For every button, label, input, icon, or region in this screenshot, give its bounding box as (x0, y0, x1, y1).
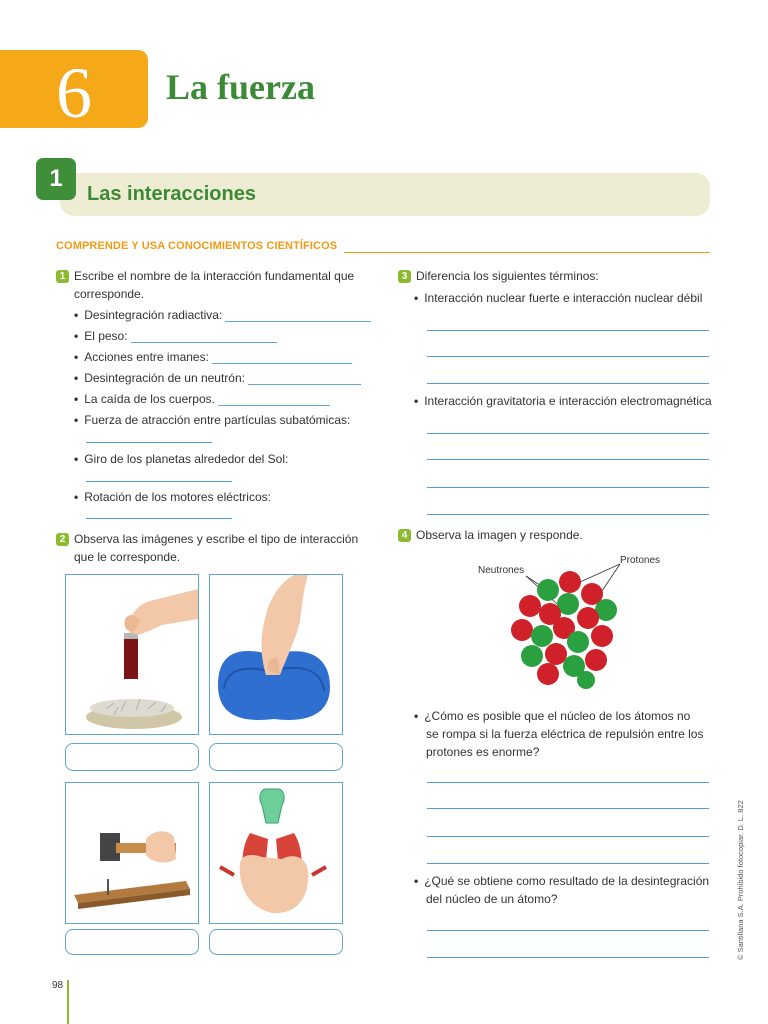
answer-blank[interactable] (212, 351, 352, 364)
image-4-answer-box[interactable] (209, 929, 343, 955)
question-number-badge: 4 (398, 529, 411, 542)
question-1 (56, 267, 366, 303)
answer-line[interactable] (427, 356, 709, 357)
q3-item: • Interacción nuclear fuerte e interacción nuclear débil (414, 291, 703, 305)
answer-line[interactable] (427, 487, 709, 488)
finger-sponge-image (209, 574, 343, 735)
q1-item: • Desintegración radiactiva: (74, 307, 371, 323)
q1-item: • Giro de los planetas alrededor del Sol: (74, 452, 289, 466)
magnet-filings-image (65, 574, 199, 735)
answer-line[interactable] (427, 782, 709, 783)
competence-heading: COMPRENDE Y USA CONOCIMIENTOS CIENTÍFICOS (56, 240, 338, 252)
atomic-nucleus-illustration (500, 560, 640, 700)
question-3-text: Diferencia los siguientes términos: (416, 269, 599, 283)
page-number: 98 (52, 980, 64, 991)
question-number-badge: 3 (398, 270, 411, 283)
q1-item: • Desintegración de un neutrón: (74, 370, 361, 386)
image-2-answer-box[interactable] (209, 743, 343, 771)
question-number-badge: 1 (56, 270, 69, 283)
question-4-text: Observa la imagen y responde. (416, 528, 583, 542)
answer-line[interactable] (427, 957, 709, 958)
answer-blank[interactable] (218, 393, 330, 406)
chapter-number: 6 (56, 53, 92, 133)
image-3-answer-box[interactable] (65, 929, 199, 955)
copyright-note: © Santillana S.A. Prohibido fotocopiar. D. L. 822 (736, 800, 745, 960)
q1-item: • El peso: (74, 328, 277, 344)
answer-line[interactable] (427, 459, 709, 460)
answer-line[interactable] (427, 808, 709, 809)
answer-line[interactable] (427, 863, 709, 864)
hammer-nail-image (65, 782, 199, 924)
chapter-title: La fuerza (166, 67, 315, 107)
section-number-badge: 1 (36, 158, 76, 200)
hand-clamp-image (209, 782, 343, 924)
q4-sub1: • ¿Cómo es posible que el núcleo de los átomos no se rompa si la fuerza eléctrica de repulsión entre los protones es enorme? (414, 709, 704, 759)
answer-blank[interactable] (248, 372, 361, 385)
question-number-badge: 2 (56, 533, 69, 546)
q1-item: • Acciones entre imanes: (74, 349, 352, 365)
image-1-answer-box[interactable] (65, 743, 199, 771)
answer-line[interactable] (86, 442, 212, 443)
question-2 (56, 530, 366, 566)
answer-line[interactable] (86, 481, 232, 482)
question-2-text-line2: que le corresponde. (74, 550, 181, 564)
q4-sub2: • ¿Qué se obtiene como resultado de la desintegración del núcleo de un átomo? (414, 874, 710, 906)
q1-item: • La caída de los cuerpos. (74, 391, 330, 407)
question-4 (398, 526, 708, 544)
section-title: Las interacciones (87, 183, 256, 205)
answer-line[interactable] (427, 383, 709, 384)
page-number-bar (67, 980, 69, 1024)
question-3 (398, 267, 708, 285)
protons-label: Protones (620, 555, 661, 566)
answer-line[interactable] (427, 930, 709, 931)
answer-line[interactable] (427, 836, 709, 837)
q1-item: • Fuerza de atracción entre partículas subatómicas: (74, 413, 351, 427)
answer-line[interactable] (427, 330, 709, 331)
q3-item: • Interacción gravitatoria e interacción electromagnética (414, 394, 712, 408)
question-1-text-line2: corresponde. (74, 287, 145, 301)
question-1-text-line1: Escribe el nombre de la interacción fundamental que (74, 269, 355, 283)
answer-line[interactable] (427, 433, 709, 434)
answer-blank[interactable] (131, 330, 277, 343)
competence-rule (344, 252, 710, 253)
answer-line[interactable] (427, 514, 709, 515)
neutrons-label: Neutrones (478, 565, 525, 576)
q1-item: • Rotación de los motores eléctricos: (74, 490, 271, 504)
answer-line[interactable] (86, 518, 232, 519)
answer-blank[interactable] (225, 309, 371, 322)
question-2-text-line1: Observa las imágenes y escribe el tipo de interacción (74, 532, 359, 546)
